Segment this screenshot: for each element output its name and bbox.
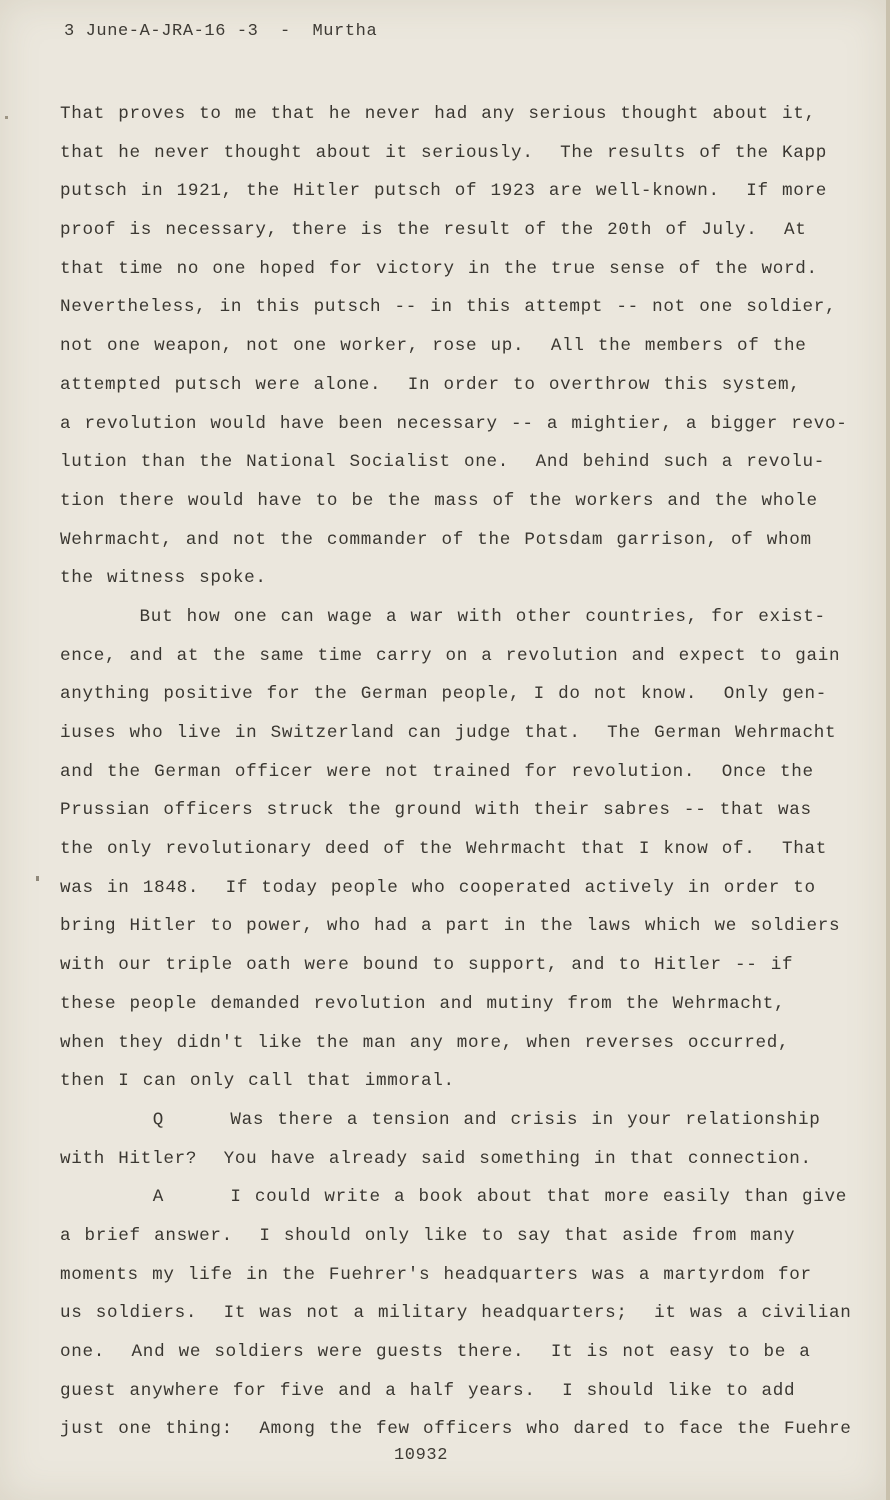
text-line: one. And we soldiers were guests there. It is not easy to be a xyxy=(60,1342,811,1362)
text-line: us soldiers. It was not a military headquarters; it was a civilian xyxy=(60,1303,852,1324)
margin-mark xyxy=(5,116,8,119)
margin-mark xyxy=(36,876,39,881)
text-line: guest anywhere for five and a half years. I should like to add xyxy=(60,1380,796,1401)
page-number: 10932 xyxy=(394,1446,449,1465)
text-line: the only revolutionary deed of the Wehrmacht that I know of. That xyxy=(60,839,828,860)
text-line: anything positive for the German people, I do not know. Only gen- xyxy=(60,684,828,705)
document-body xyxy=(60,95,850,1449)
text-line: Wehrmacht, and not the commander of the Potsdam garrison, of whom xyxy=(60,529,812,550)
text-line: a brief answer. I should only like to say that aside from many xyxy=(60,1225,796,1246)
text-line: that time no one hoped for victory in the true sense of the word. xyxy=(60,258,818,279)
text-line: Nevertheless, in this putsch -- in this attempt -- not one soldier, xyxy=(60,297,837,318)
text-line: not one weapon, not one worker, rose up. All the members of the xyxy=(60,336,807,357)
text-line: with our triple oath were bound to support, and to Hitler -- if xyxy=(60,955,794,976)
text-line: these people demanded revolution and mutiny from the Wehrmacht, xyxy=(60,993,786,1014)
text-line: Q Was there a tension and crisis in your relationship xyxy=(60,1109,821,1130)
text-line: the witness spoke. xyxy=(60,568,267,589)
text-line: putsch in 1921, the Hitler putsch of 1923 are well-known. If more xyxy=(60,181,828,202)
text-line: that he never thought about it seriously. The results of the Kapp xyxy=(60,142,828,163)
text-line: lution than the National Socialist one. And behind such a revolu- xyxy=(60,452,826,473)
text-line: with Hitler? You have already said something in that connection. xyxy=(60,1148,812,1169)
text-line: A I could write a book about that more easily than give xyxy=(60,1187,848,1208)
text-line: Prussian officers struck the ground with their sabres -- that was xyxy=(60,800,812,821)
text-line: tion there would have to be the mass of the workers and the whole xyxy=(60,490,818,511)
page-header: 3 June-A-JRA-16 -3 - Murtha xyxy=(64,22,378,41)
text-line: ence, and at the same time carry on a revolution and expect to gain xyxy=(60,645,841,666)
text-line: when they didn't like the man any more, when reverses occurred, xyxy=(60,1032,790,1053)
text-line: But how one can wage a war with other countries, for exist- xyxy=(60,606,826,627)
text-line: was in 1848. If today people who cooperated actively in order to xyxy=(60,877,816,898)
text-line: That proves to me that he never had any serious thought about it, xyxy=(60,104,816,124)
text-line: just one thing: Among the few officers who dared to face the Fuehre xyxy=(60,1419,852,1440)
text-line: proof is necessary, there is the result of the 20th of July. At xyxy=(60,220,807,241)
text-line: a revolution would have been necessary -- a mightier, a bigger revo- xyxy=(60,413,848,434)
text-line: and the German officer were not trained for revolution. Once the xyxy=(60,761,814,782)
text-line: attempted putsch were alone. In order to overthrow this system, xyxy=(60,374,801,395)
text-line: iuses who live in Switzerland can judge that. The German Wehrmacht xyxy=(60,723,837,743)
text-line: then I can only call that immoral. xyxy=(60,1071,455,1092)
text-line: bring Hitler to power, who had a part in the laws which we soldiers xyxy=(60,916,841,937)
text-line: moments my life in the Fuehrer's headquarters was a martyrdom for xyxy=(60,1264,812,1285)
